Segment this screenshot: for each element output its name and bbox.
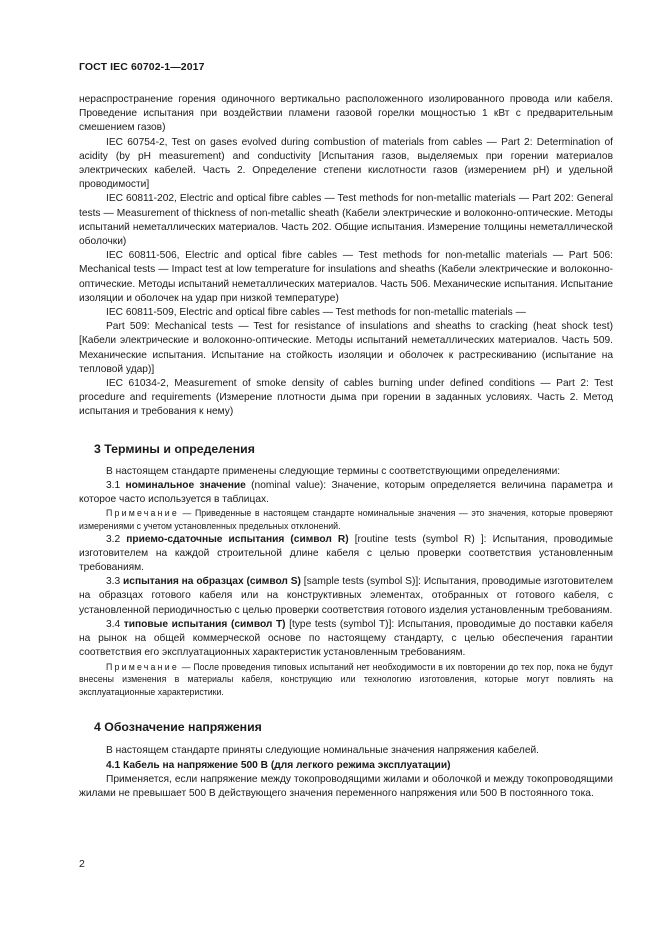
- section-4-heading: 4 Обозначение напряжения: [94, 720, 262, 735]
- term-number: 3.2: [106, 533, 121, 545]
- ref-iec-60811-509: IEC 60811-509, Electric and optical fibre cables — Test methods for non-metallic materials —: [106, 307, 526, 319]
- ref-iec-60811-509-part: Part 509: Mechanical tests — Test for resistance of insulations and sheaths to cracking (heat shock test) [Кабели электрические и волоконно-оптические. Методы испытаний неметаллических материалов. Часть 509. Механические испытания. Испытание на стойкость изоляции и оболочек к растрескиванию (испытание на тепловой удар)]: [79, 321, 613, 375]
- section-4-intro: В настоящем стандарте приняты следующие номинальные значения напряжения кабелей.: [106, 745, 540, 757]
- section-3-intro: В настоящем стандарте применены следующие термины с соответствующими определениями:: [106, 465, 561, 477]
- term-3-2: [79, 533, 613, 576]
- note-1: [79, 507, 613, 532]
- term-name: типовые испытания (символ Т): [123, 618, 286, 630]
- term-definition: (nominal value): Значение, которым определяется величина параметра и которое часто используется в таблицах.: [79, 480, 613, 506]
- ref-iec-60754-2: IEC 60754-2, Test on gases evolved during combustion of materials from cables — Part 2: Determination of acidity (by pH measurement) and conductivity [Испытания газов, выделяемых при горении материалов электрических кабелей. Часть 2. Определение степени кислотности газов (измерением pH) и удельной проводимости]: [79, 136, 613, 191]
- section-3-heading: 3 Термины и определения: [94, 441, 255, 456]
- ref-iec-60811-506: IEC 60811-506, Electric and optical fibre cables — Test methods for non-metallic materials — Part 506: Mechanical tests — Impact test at low temperature for insulations and sheaths (Кабели электрические и волоконно-оптические. Методы испытаний неметаллических материалов. Часть 506. Механические испытания. Испытание изоляции и оболочек на удар при низкой температуре): [79, 250, 613, 304]
- ref-iec-61034-2: IEC 61034-2, Measurement of smoke density of cables burning under defined conditions — Part 2: Test procedure and requirements (Измерение плотности дыма при горении в заданных условиях. Часть 2. Метод испытания и требования к нему): [79, 378, 613, 418]
- subsection-4-1-text: Применяется, если напряжение между токопроводящими жилами и оболочкой и между токопроводящими жилами не превышает 500 В действующего значения переменного напряжения или 500 В постоянного тока.: [79, 773, 613, 800]
- note-label: Примечание: [106, 661, 179, 672]
- document-header: ГОСТ IEC 60702-1—2017: [79, 61, 205, 73]
- term-3-1: [79, 479, 613, 507]
- term-number: 3.1: [106, 480, 121, 492]
- term-name: номинальное значение: [125, 480, 246, 492]
- note-text: — После проведения типовых испытаний нет необходимости в их повторении до тех пор, пока не будут внесены изменения в материалы кабеля, конструкцию или технологию изготовления, которые могут повлиять на эксплуатационные характеристики.: [79, 661, 613, 697]
- subsection-4-1-heading: 4.1 Кабель на напряжение 500 В (для легкого режима эксплуатации): [106, 759, 451, 771]
- note-text: — Приведенные в настоящем стандарте номинальные значения — это значения, которые проверяют измерениями с учетом установленных предельных отклонений.: [79, 508, 613, 532]
- ref-iec-60811-202: IEC 60811-202, Electric and optical fibre cables — Test methods for non-metallic materials — Part 202: General tests — Measurement of thickness of non-metallic sheath (Кабели электрические и волоконно-оптические. Методы испытаний неметаллических материалов. Часть 202. Общие испытания. Измерение толщины неметаллической оболочки): [79, 193, 613, 248]
- term-name: приемо-сдаточные испытания (символ R): [126, 533, 349, 545]
- term-name: испытания на образцах (символ S): [123, 576, 301, 588]
- note-label: Примечание: [106, 508, 179, 519]
- term-number: 3.4: [106, 618, 121, 630]
- term-definition: [type tests (symbol T)]: Испытания, проводимые до поставки кабеля на рынок на общей коммерческой основе по настоящему стандарту, с целью обеспечения гарантии соответствия его эксплуатационных характеристик установленным требованиям.: [79, 618, 613, 659]
- document-body: [79, 93, 613, 801]
- term-definition: [routine tests (symbol R) ]: Испытания, проводимые изготовителем на каждой строительной длине кабеля с целью проверки соответствия установленным требованиям.: [79, 533, 613, 574]
- note-2: [79, 661, 613, 699]
- ref-continuation: нераспространение горения одиночного вертикально расположенного изолированного провода или кабеля. Проведение испытания при воздействии пламени газовой горелки мощностью 1 кВт с предварительным смешением газов): [79, 94, 613, 134]
- term-definition: [sample tests (symbol S)]: Испытания, проводимые изготовителем на образцах готового кабеля или на конструктивных элементах, отобранных от готового кабеля, с установленной периодичностью с целью проверки соответствия готового изделия установленным требованиям.: [79, 576, 613, 616]
- term-3-3: [79, 575, 613, 618]
- term-3-4: [79, 618, 613, 661]
- term-number: 3.3: [106, 576, 121, 588]
- page-number: 2: [79, 858, 85, 870]
